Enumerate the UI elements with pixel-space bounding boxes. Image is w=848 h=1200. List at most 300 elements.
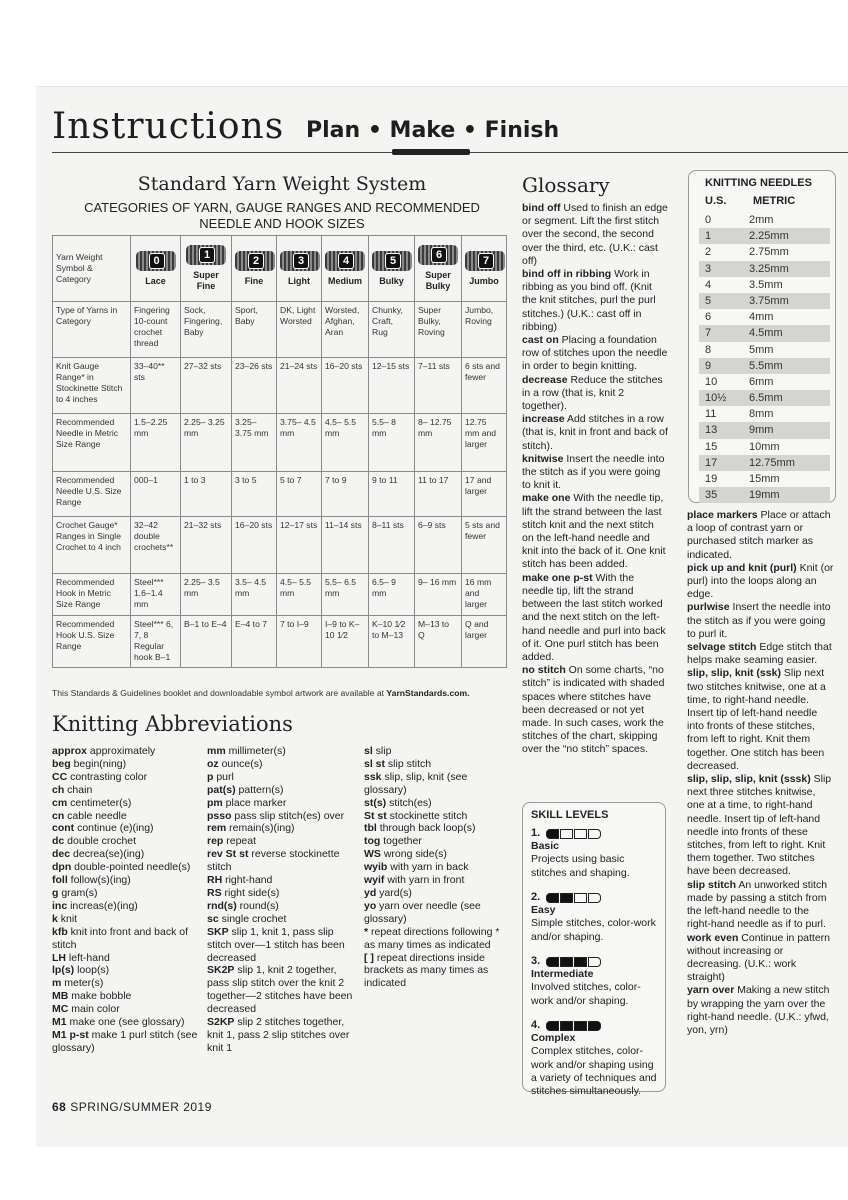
- yarn-category-name: Lace: [145, 275, 166, 286]
- abbreviations-column-1: [52, 745, 200, 1055]
- abbreviation-term: cont: [52, 822, 75, 835]
- abbreviation-definition: pattern(s): [235, 783, 284, 796]
- abbreviation-entry: [207, 874, 357, 887]
- needle-us-size: 15: [705, 440, 718, 453]
- glossary-definition: Used to finish an edge or segment. Lift the first stitch over the second, the second over the third, etc. (U.K.: cast off): [522, 202, 668, 267]
- yarn-table-cell: 5.5– 6.5 mm: [322, 574, 369, 616]
- yarn-table-cell: 17 and larger: [462, 472, 507, 517]
- yarn-table-header-row: [53, 236, 507, 302]
- yarn-table-cell: M–13 to Q: [415, 616, 462, 668]
- yarn-table-row: [53, 616, 507, 668]
- yarn-row-label: Knit Gauge Range* in Stockinette Stitch to 4 inches: [53, 358, 131, 414]
- skill-level-1: [531, 827, 661, 880]
- abbreviation-entry: [364, 810, 512, 823]
- glossary-term: yarn over: [687, 984, 735, 997]
- glossary-entry: [687, 601, 835, 641]
- needle-metric-size: 6mm: [749, 375, 774, 388]
- needle-size-row: [699, 293, 830, 309]
- abbreviation-entry: [207, 797, 357, 810]
- abbreviation-definition: round(s): [236, 899, 279, 912]
- skill-level-bar-icon: [546, 957, 602, 967]
- yarn-weight-symbol-icon: [235, 251, 275, 271]
- glossary-title: Glossary: [522, 173, 610, 197]
- glossary-term: slip, slip, knit (ssk): [687, 667, 781, 680]
- abbreviation-entry: [364, 758, 512, 771]
- abbreviation-term: wyib: [364, 861, 388, 874]
- abbreviation-term: inc: [52, 899, 68, 912]
- yarn-table-cell: 1 to 3: [181, 472, 232, 517]
- glossary-definition: Work in ribbing as you bind off. (Knit the knit stitches, purl the purl stitches.) (U.K.: cast off in ribbing): [522, 268, 656, 333]
- glossary-term: slip stitch: [687, 878, 737, 891]
- yarn-weight-symbol-icon: [465, 251, 505, 271]
- yarn-table-cell: 7 to 9: [322, 472, 369, 517]
- skill-level-number: 3.: [531, 955, 541, 967]
- glossary-definition: Add stitches in a row (that is, knit in front and back of stitch).: [522, 413, 668, 452]
- needle-metric-size: 2mm: [749, 214, 774, 226]
- abbreviation-entry: [364, 874, 512, 887]
- glossary-definition: Placing a foundation row of stitches upon the needle in order to begin knitting.: [522, 334, 668, 373]
- yarn-category-7: [462, 236, 507, 302]
- yarn-table-cell: 7–11 sts: [415, 358, 462, 414]
- abbreviation-definition: make bobble: [68, 990, 132, 1003]
- skill-level-number: 2.: [531, 891, 541, 903]
- skill-level-3: [531, 955, 661, 1008]
- page-subtitle: Plan • Make • Finish: [306, 118, 560, 143]
- needle-size-row: [699, 439, 830, 455]
- abbreviation-definition: make one (see glossary): [66, 1016, 185, 1029]
- glossary-term: pick up and knit (purl): [687, 561, 797, 574]
- skill-levels-box: [522, 802, 666, 1098]
- abbreviation-entry: [364, 900, 512, 926]
- needle-us-size: 1: [705, 230, 712, 243]
- abbreviation-definition: knit: [57, 912, 78, 925]
- skill-level-4: [531, 1019, 661, 1098]
- skill-bar-segment: [546, 1021, 559, 1031]
- abbreviation-entry: [52, 797, 200, 810]
- abbreviation-term: pat(s): [207, 783, 236, 796]
- abbreviation-definition: knit into front and back of stitch: [52, 925, 188, 951]
- abbreviation-definition: yard(s): [376, 886, 412, 899]
- yarn-table-cell: 12–17 sts: [277, 517, 322, 574]
- glossary-term: increase: [522, 413, 565, 426]
- abbreviation-term: SK2P: [207, 964, 235, 977]
- needle-us-size: 10: [705, 375, 718, 388]
- yarn-category-name: Medium: [327, 275, 362, 286]
- needles-title: KNITTING NEEDLES: [705, 177, 812, 189]
- yarn-category-6: [415, 236, 462, 302]
- glossary-term: make one p-st: [522, 571, 593, 584]
- yarn-weight-number: 6: [431, 247, 447, 263]
- abbreviation-term: dc: [52, 835, 65, 848]
- yarn-category-name: Fine: [244, 275, 264, 286]
- yarn-table-cell: 7 to I–9: [277, 616, 322, 668]
- glossary-term: slip, slip, slip, knit (sssk): [687, 773, 811, 786]
- abbreviation-entry: [52, 1029, 200, 1055]
- yarn-table-cell: Steel*** 1.6–1.4 mm: [131, 574, 181, 616]
- needle-size-row: [699, 390, 830, 406]
- skill-level-name: Easy: [531, 904, 556, 917]
- abbreviation-term: St st: [364, 809, 387, 822]
- yarn-table-subtitle: CATEGORIES OF YARN, GAUGE RANGES AND RECOMMENDED NEEDLE AND HOOK SIZES: [84, 200, 480, 231]
- yarn-table-cell: 5 sts and fewer: [462, 517, 507, 574]
- abbreviation-definition: repeat: [223, 835, 257, 848]
- glossary-term: work even: [687, 931, 739, 944]
- abbreviation-term: beg: [52, 757, 71, 770]
- needle-metric-size: 6.5mm: [749, 392, 783, 405]
- abbreviation-term: mm: [207, 745, 226, 757]
- yarn-table-cell: 16–20 sts: [232, 517, 277, 574]
- abbreviation-term: p: [207, 770, 214, 783]
- needle-metric-size: 3.75mm: [749, 294, 789, 307]
- glossary-definition: An unworked stitch made by passing a stitch from the left-hand needle to the right-hand needle as if to purl.: [687, 878, 828, 931]
- abbreviation-entry: [52, 835, 200, 848]
- abbreviation-term: dpn: [52, 861, 72, 874]
- skill-level-description: Involved stitches, color-work and/or shaping.: [531, 981, 641, 1007]
- abbreviation-entry: [364, 745, 512, 758]
- abbreviation-entry: [52, 913, 200, 926]
- skill-bar-segment: [574, 1021, 587, 1031]
- yarn-table-cell: 33–40** sts: [131, 358, 181, 414]
- yarn-weight-symbol-icon: [418, 245, 458, 265]
- skill-level-bar-icon: [546, 829, 602, 839]
- abbreviation-definition: make 1 purl stitch (see glossary): [52, 1028, 198, 1054]
- abbreviation-definition: stockinette stitch: [386, 809, 468, 822]
- needles-column-headers: [705, 195, 830, 207]
- needle-metric-size: 3.5mm: [749, 278, 783, 291]
- abbreviation-entry: [52, 771, 200, 784]
- glossary-entry: [687, 641, 835, 667]
- abbreviation-entry: [207, 822, 357, 835]
- needle-metric-size: 4mm: [749, 311, 774, 324]
- needle-metric-size: 5mm: [749, 343, 774, 356]
- needle-us-size: 0: [705, 214, 712, 226]
- yarn-table-cell: E–4 to 7: [232, 616, 277, 668]
- needle-metric-size: 4.5mm: [749, 327, 783, 340]
- yarn-category-4: [322, 236, 369, 302]
- abbreviation-entry: [207, 964, 357, 1016]
- abbreviation-entry: [52, 1003, 200, 1016]
- abbreviation-term: tbl: [364, 822, 377, 835]
- yarn-category-name: Bulky: [379, 275, 404, 286]
- yarn-table-row: [53, 302, 507, 358]
- needle-metric-size: 15mm: [749, 473, 780, 485]
- yarn-table-cell: 3.25– 3.75 mm: [232, 414, 277, 472]
- yarn-table-cell: 27–32 sts: [181, 358, 232, 414]
- abbreviation-entry: [207, 848, 357, 874]
- glossary-term: selvage stitch: [687, 641, 757, 654]
- abbreviation-entry: [364, 771, 512, 797]
- abbreviation-entry: [207, 887, 357, 900]
- yarn-weight-number: 4: [338, 253, 354, 269]
- abbreviation-definition: cable needle: [64, 809, 127, 822]
- abbreviation-entry: [52, 758, 200, 771]
- yarn-table-cell: Jumbo, Roving: [462, 302, 507, 358]
- abbreviation-entry: [52, 977, 200, 990]
- yarn-category-3: [277, 236, 322, 302]
- skill-level-indicator: [531, 955, 661, 968]
- skill-bar-segment: [546, 893, 559, 903]
- skill-level-number: 4.: [531, 1019, 541, 1031]
- yarn-weight-number: 7: [478, 253, 494, 269]
- abbreviation-entry: [52, 874, 200, 887]
- yarn-table-cell: 6–9 sts: [415, 517, 462, 574]
- needle-us-size: 4: [705, 278, 712, 291]
- yarn-category-name: Super Fine: [193, 270, 219, 291]
- skill-level-bar-icon: [546, 893, 602, 903]
- yarn-table-cell: 3.5– 4.5 mm: [232, 574, 277, 616]
- abbreviation-definition: pass slip stitch(es) over: [231, 809, 345, 822]
- abbreviation-entry: [52, 861, 200, 874]
- skill-bar-segment: [560, 957, 573, 967]
- abbreviation-definition: slip 2 stitches together, knit 1, pass 2 slip stitches over knit 1: [207, 1016, 350, 1054]
- needle-size-row: [699, 406, 830, 422]
- yarn-weight-symbol-icon: [372, 251, 412, 271]
- abbreviation-definition: double-pointed needle(s): [71, 861, 191, 874]
- needle-metric-size: 3.25mm: [749, 262, 789, 275]
- abbreviation-term: approx: [52, 745, 88, 757]
- needle-us-size: 5: [705, 294, 712, 307]
- needle-size-row: [699, 374, 830, 390]
- abbreviation-definition: slip stitch: [385, 757, 432, 770]
- needle-us-size: 3: [705, 262, 712, 275]
- yarn-table-cell: 4.5– 5.5 mm: [277, 574, 322, 616]
- abbreviation-definition: decrea(se)(ing): [70, 848, 145, 861]
- yarn-weight-table: [52, 235, 507, 668]
- abbreviation-entry: [364, 952, 512, 991]
- title-divider-tab: [392, 149, 470, 155]
- abbreviation-entry: [52, 887, 200, 900]
- abbreviation-entry: [52, 745, 200, 758]
- yarn-table-cell: 3 to 5: [232, 472, 277, 517]
- abbreviation-term: psso: [207, 809, 232, 822]
- needle-size-row: [699, 325, 830, 341]
- page-number: 68: [52, 1100, 67, 1114]
- needle-us-size: 19: [705, 473, 718, 485]
- abbreviation-term: RS: [207, 886, 222, 899]
- abbreviation-entry: [207, 900, 357, 913]
- abbreviation-term: oz: [207, 757, 219, 770]
- yarn-category-name: Jumbo: [469, 275, 499, 286]
- needle-metric-size: 12.75mm: [749, 456, 795, 469]
- yarn-table-row: [53, 472, 507, 517]
- glossary-term: place markers: [687, 509, 758, 521]
- abbreviation-definition: millimeter(s): [225, 745, 286, 757]
- glossary-entry: [522, 572, 668, 664]
- glossary-entry: [687, 562, 835, 602]
- skill-bar-segment: [546, 957, 559, 967]
- needle-size-row: [699, 487, 830, 503]
- yarn-table-cell: 8–11 sts: [369, 517, 415, 574]
- skill-bar-segment: [560, 1021, 573, 1031]
- needle-us-size: 2: [705, 246, 712, 259]
- yarn-table-cell: B–1 to E–4: [181, 616, 232, 668]
- abbreviation-term: CC: [52, 770, 68, 783]
- abbreviation-definition: loop(s): [74, 964, 110, 977]
- yarn-table-cell: 9– 16 mm: [415, 574, 462, 616]
- yarn-table-cell: 6.5– 9 mm: [369, 574, 415, 616]
- abbreviation-entry: [364, 797, 512, 810]
- abbreviation-definition: reverse stockinette stitch: [207, 848, 340, 874]
- abbreviation-entry: [52, 900, 200, 913]
- abbreviation-term: M1: [52, 1016, 67, 1029]
- yarn-table-cell: 21–24 sts: [277, 358, 322, 414]
- glossary-term: no stitch: [522, 664, 566, 677]
- knitting-needles-box: [688, 170, 836, 503]
- glossary-definition: Continue in pattern without increasing or decreasing. (U.K.: work straight): [687, 931, 831, 984]
- skill-level-indicator: [531, 1019, 661, 1032]
- yarn-table-cell: 12–15 sts: [369, 358, 415, 414]
- yarn-row-label: Type of Yarns in Category: [53, 302, 131, 358]
- skill-level-2: [531, 891, 661, 944]
- abbreviation-definition: increas(e)(ing): [67, 899, 138, 912]
- abbreviation-term: RH: [207, 874, 223, 887]
- skill-level-description: Simple stitches, color-work and/or shaping.: [531, 917, 656, 943]
- abbreviation-term: foll: [52, 874, 68, 887]
- abbreviation-term: kfb: [52, 925, 68, 938]
- abbreviation-entry: [207, 835, 357, 848]
- abbreviation-entry: [364, 861, 512, 874]
- abbreviation-entry: [52, 1016, 200, 1029]
- skill-bar-segment: [588, 1021, 601, 1031]
- glossary-entry: [522, 334, 668, 374]
- abbreviation-definition: left-hand: [66, 951, 110, 964]
- abbreviation-term: MC: [52, 1003, 69, 1016]
- skill-bar-segment: [560, 893, 573, 903]
- abbreviation-entry: [207, 1016, 357, 1055]
- glossary-term: decrease: [522, 373, 568, 386]
- abbreviation-entry: [207, 771, 357, 784]
- glossary-entry: [522, 492, 668, 571]
- abbreviation-definition: yarn over needle (see glossary): [364, 899, 481, 925]
- glossary-entry: [687, 984, 835, 1037]
- needle-us-size: 6: [705, 311, 712, 324]
- abbreviation-term: m: [52, 977, 62, 990]
- yarn-table-cell: Sock, Fingering, Baby: [181, 302, 232, 358]
- yarn-table-cell: Worsted, Afghan, Aran: [322, 302, 369, 358]
- abbreviation-term: [ ]: [364, 951, 374, 964]
- skill-bar-segment: [574, 829, 587, 839]
- abbreviations-column-2: [207, 745, 357, 1055]
- needle-us-size: 8: [705, 343, 712, 356]
- glossary-entry: [522, 413, 668, 453]
- yarn-table-cell: Super Bulky, Roving: [415, 302, 462, 358]
- abbreviation-definition: with yarn in back: [387, 861, 469, 874]
- needle-metric-size: 2.25mm: [749, 230, 789, 243]
- yarn-weight-number: 0: [149, 253, 165, 269]
- needle-size-row: [699, 455, 830, 471]
- yarn-table-cell: K–10 1⁄2 to M–13: [369, 616, 415, 668]
- skill-level-name: Complex: [531, 1032, 576, 1045]
- abbreviation-term: st(s): [364, 796, 387, 809]
- abbreviation-entry: [52, 990, 200, 1003]
- yarn-row-label: Recommended Hook U.S. Size Range: [53, 616, 131, 668]
- yarn-table-row: [53, 574, 507, 616]
- yarn-table-cell: 2.25– 3.5 mm: [181, 574, 232, 616]
- glossary-definition: Slip next two stitches knitwise, one at a time, to right-hand needle. Insert tip of left-hand needle into fronts of these stitches, from left to right. Knit them together. One stitch has been decreased.: [687, 667, 826, 772]
- abbreviation-term: tog: [364, 835, 381, 848]
- yarn-table-cell: 5 to 7: [277, 472, 322, 517]
- yarn-table-cell: 4.5– 5.5 mm: [322, 414, 369, 472]
- needles-metric-header: METRIC: [753, 195, 796, 207]
- abbreviation-definition: right side(s): [221, 886, 280, 899]
- skill-bar-segment: [574, 957, 587, 967]
- glossary-definition: Reduce the stitches in a row (that is, knit 2 together).: [522, 373, 663, 413]
- yarn-table-title: Standard Yarn Weight System: [137, 173, 427, 195]
- abbreviation-term: rep: [207, 835, 224, 848]
- yarn-table-cell: 11–14 sts: [322, 517, 369, 574]
- needle-metric-size: 5.5mm: [749, 359, 783, 372]
- needles-us-header: U.S.: [705, 195, 727, 207]
- abbreviation-term: cn: [52, 809, 65, 822]
- skill-level-bar-icon: [546, 1021, 602, 1031]
- abbreviation-definition: centimeter(s): [67, 796, 132, 809]
- yarn-category-name: Super Bulky: [425, 270, 451, 291]
- needle-us-size: 13: [705, 424, 718, 437]
- abbreviation-term: rem: [207, 822, 227, 835]
- abbreviation-definition: single crochet: [218, 912, 287, 925]
- abbreviation-term: yo: [364, 899, 377, 912]
- abbreviation-entry: [52, 964, 200, 977]
- abbreviation-definition: right-hand: [222, 874, 273, 887]
- abbreviation-definition: place marker: [222, 796, 287, 809]
- abbreviation-definition: begin(ning): [70, 757, 127, 770]
- yarn-standards-link[interactable]: YarnStandards.com.: [386, 688, 470, 698]
- yarn-table-cell: 1.5–2.25 mm: [131, 414, 181, 472]
- glossary-term: purlwise: [687, 601, 730, 614]
- abbreviation-definition: ounce(s): [218, 757, 263, 770]
- skill-level-indicator: [531, 827, 661, 840]
- yarn-category-5: [369, 236, 415, 302]
- glossary-definition: Knit (or purl) into the loops along an edge.: [687, 561, 834, 601]
- abbreviation-term: SKP: [207, 925, 229, 938]
- abbreviation-definition: purl: [213, 770, 234, 783]
- skill-bar-segment: [560, 829, 573, 839]
- glossary-term: make one: [522, 492, 571, 505]
- yarn-table-cell: 6 sts and fewer: [462, 358, 507, 414]
- abbreviation-definition: slip, slip, knit (see glossary): [364, 770, 468, 796]
- yarn-table-cell: 12.75 mm and larger: [462, 414, 507, 472]
- abbreviation-term: pm: [207, 796, 223, 809]
- skill-level-name: Basic: [531, 840, 560, 853]
- abbreviation-term: ssk: [364, 770, 382, 783]
- glossary-entry: [522, 374, 668, 414]
- yarn-note-text: This Standards & Guidelines booklet and downloadable symbol artwork are available at: [52, 688, 387, 698]
- yarn-row-label: Recommended Needle U.S. Size Range: [53, 472, 131, 517]
- abbreviation-definition: approximately: [87, 745, 156, 757]
- needle-metric-size: 9mm: [749, 424, 774, 437]
- abbreviation-definition: gram(s): [58, 886, 98, 899]
- abbreviation-definition: wrong side(s): [380, 848, 447, 861]
- glossary-entry: [687, 932, 835, 985]
- needle-size-row: [699, 261, 830, 277]
- abbreviation-term: S2KP: [207, 1016, 235, 1029]
- abbreviation-term: WS: [364, 848, 381, 861]
- yarn-table-cell: DK, Light Worsted: [277, 302, 322, 358]
- yarn-table-cell: 9 to 11: [369, 472, 415, 517]
- glossary-column-1: [522, 202, 668, 757]
- abbreviation-definition: repeat directions following * as many times as indicated: [364, 925, 500, 951]
- yarn-table-cell: 16 mm and larger: [462, 574, 507, 616]
- abbreviation-entry: [364, 822, 512, 835]
- abbreviation-term: rnd(s): [207, 899, 237, 912]
- abbreviations-column-3: [364, 745, 512, 990]
- needle-metric-size: 2.75mm: [749, 246, 789, 259]
- needle-size-row: [699, 228, 830, 244]
- abbreviation-term: MB: [52, 990, 69, 1003]
- abbreviation-definition: slip 1, knit 2 together, pass slip stitch over the knit 2 together—2 stitches have been decreased: [207, 964, 353, 1016]
- skill-level-description: Complex stitches, color-work and/or shaping using a variety of techniques and stitches simultaneously.: [531, 1045, 657, 1098]
- glossary-entry: [522, 268, 668, 334]
